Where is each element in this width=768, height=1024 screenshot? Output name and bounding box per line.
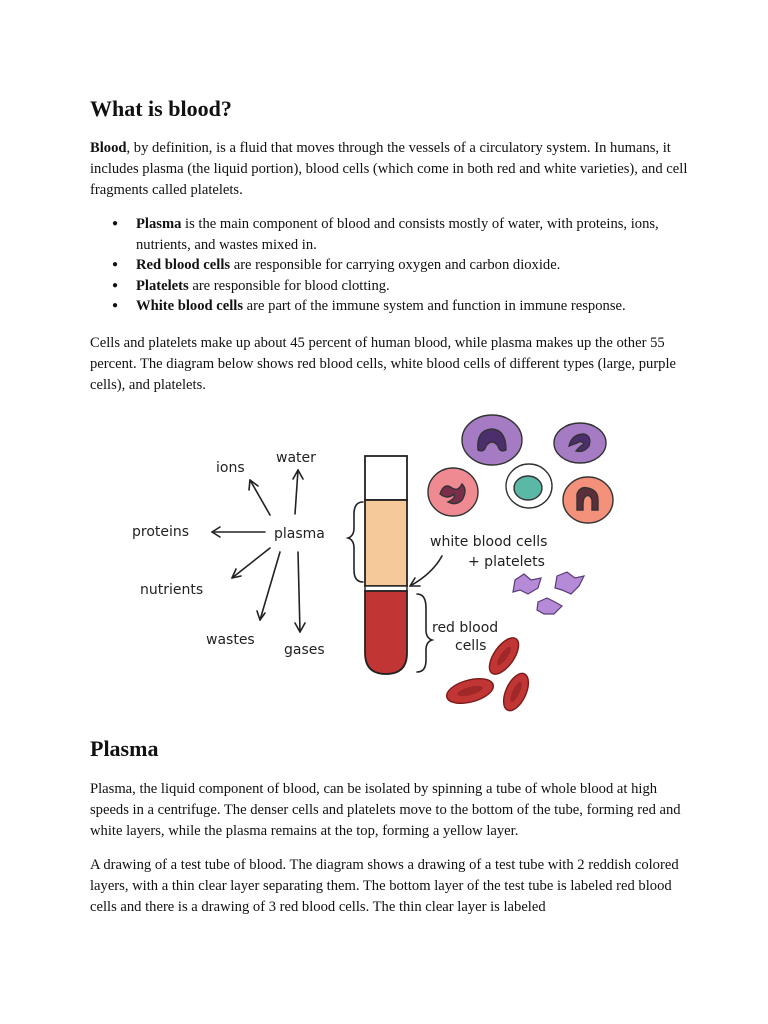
list-item-text: are responsible for carrying oxygen and carbon dioxide. [230, 257, 561, 274]
label-ions: ions [216, 460, 245, 476]
list-item-term: Red blood cells [136, 257, 231, 274]
rbc-brace [417, 594, 432, 672]
page-title: What is blood? [90, 96, 232, 121]
label-wastes: wastes [206, 632, 255, 648]
list-item-term: White blood cells [136, 298, 244, 315]
label-gases: gases [284, 642, 325, 658]
blood-components-list [112, 214, 692, 317]
rbc-layer [365, 591, 407, 674]
label-wbc-line1: white blood cells [430, 534, 548, 550]
list-item-text: is the main component of blood and consists mostly of water, with proteins, ions, nutrients, and wastes mixed in. [136, 216, 659, 253]
plasma-brace [348, 502, 363, 582]
label-water: water [276, 450, 316, 466]
intro-text: , by definition, is a fluid that moves through the vessels of a circulatory system. In humans, it includes plasma (the liquid portion), blood cells (which come in both red and white varieties), and cell fragments called platelets. [90, 140, 688, 198]
plasma-arrows [212, 470, 305, 632]
list-item-text: are part of the immune system and function in immune response. [243, 298, 626, 315]
composition-paragraph: Cells and platelets make up about 45 percent of human blood, while plasma makes up the other 55 percent. The diagram below shows red blood cells, white blood cells of different types (large, purple cells), and platelets. [90, 335, 677, 393]
list-item [112, 276, 692, 297]
label-wbc-line2: + platelets [468, 554, 545, 570]
intro-term: Blood [90, 140, 127, 156]
list-item [112, 255, 692, 276]
blood-composition-diagram [110, 410, 630, 720]
list-item-term: Plasma [136, 216, 182, 232]
label-proteins: proteins [132, 524, 190, 540]
label-plasma: plasma [274, 526, 325, 542]
intro-paragraph [90, 138, 690, 200]
list-item [112, 296, 692, 317]
list-item [112, 214, 692, 255]
section-title-plasma: Plasma [90, 736, 159, 761]
list-item-text: are responsible for blood clotting. [188, 277, 390, 294]
test-tube [365, 456, 407, 674]
white-blood-cells [428, 415, 613, 523]
list-item-term: Platelets [136, 277, 189, 294]
plasma-layer [365, 500, 407, 586]
platelets [513, 572, 584, 614]
label-rbc-line1: red blood [432, 620, 499, 636]
diagram-description-paragraph: A drawing of a test tube of blood. The diagram shows a drawing of a test tube with 2 reddish colored layers, with a thin clear layer separating them. The bottom layer of the test tube is labeled red blood cells and there is a drawing of 3 red blood cells. The thin clear layer is labeled [90, 857, 679, 915]
plasma-paragraph: Plasma, the liquid component of blood, can be isolated by spinning a tube of whole blood at high speeds in a centrifuge. The denser cells and platelets move to the bottom of the tube, forming red and white layers, while the plasma remains at the top, forming a yellow layer. [90, 781, 681, 839]
label-nutrients: nutrients [140, 582, 204, 598]
label-rbc-line2: cells [455, 638, 487, 654]
